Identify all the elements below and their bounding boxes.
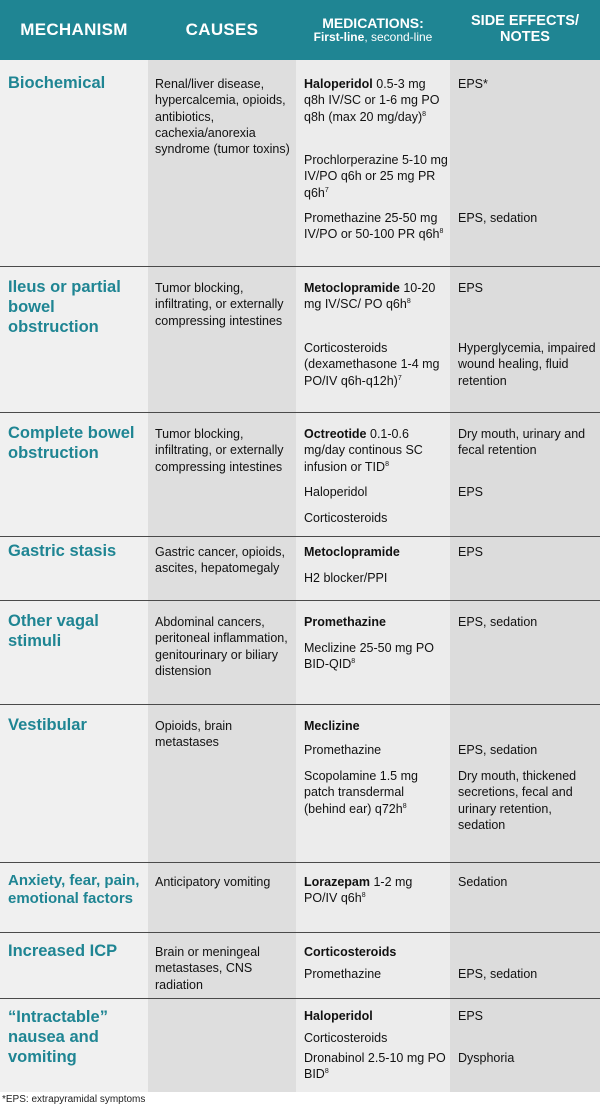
note-entry: EPS — [458, 545, 484, 559]
header-second-line: , second-line — [364, 30, 433, 45]
causes-cell: Renal/liver disease, hypercalcemia, opioids, antibiotics, cachexia/anorexia syndrome (tumor toxins) — [155, 77, 290, 156]
note-entry: Dry mouth, thickened secretions, fecal and urinary retention, sedation — [458, 769, 577, 832]
medication-entry: Prochlorperazine 5-10 mg IV/PO q6h or 25 mg PR $q6h^7$ — [304, 153, 448, 200]
note-entry: EPS, sedation — [458, 615, 538, 629]
mechanism-cell: Increased ICP — [8, 942, 118, 960]
note-entry: EPS, sedation — [458, 211, 538, 225]
header-causes: CAUSES — [185, 19, 259, 39]
medication-entry: Lorazepam 1-2 mg PO/IV $q6h^8$ — [304, 875, 413, 906]
table-row — [0, 932, 600, 998]
table-row — [0, 998, 600, 1092]
table-header — [0, 0, 600, 60]
causes-cell: Anticipatory vomiting — [155, 875, 271, 889]
causes-cell: Gastric cancer, opioids, ascites, hepatomegaly — [155, 545, 285, 576]
causes-cell: Tumor blocking, infiltrating, or externally compressing intestines — [155, 281, 284, 328]
medication-entry: Scopolamine 1.5 mg patch transdermal (behind ear) $q72h^8$ — [304, 769, 418, 816]
causes-cell: Tumor blocking, infiltrating, or externally compressing intestines — [155, 427, 284, 474]
note-entry: EPS, sedation — [458, 743, 538, 757]
note-entry: Dry mouth, urinary and fecal retention — [458, 427, 586, 458]
header-side-effects-line2: NOTES — [500, 29, 550, 45]
note-entry: EPS* — [458, 77, 488, 91]
table-row — [0, 60, 600, 266]
medication-entry: Corticosteroids — [304, 1031, 388, 1045]
table-row — [0, 862, 600, 932]
medication-entry: Haloperidol — [304, 485, 368, 499]
note-entry: Dysphoria — [458, 1051, 515, 1065]
medication-entry: Meclizine — [304, 719, 360, 733]
medication-entry: Haloperidol — [304, 1009, 373, 1023]
causes-cell: Abdominal cancers, peritoneal inflammation, genitourinary or biliary distension — [155, 615, 288, 678]
table-row — [0, 266, 600, 412]
header-medications — [296, 0, 450, 60]
medication-entry: Promethazine 25-50 mg IV/PO or 50-100 PR $q6h^8$ — [304, 211, 444, 242]
header-medications-title: MEDICATIONS: — [322, 14, 424, 31]
mechanism-cell: Gastric stasis — [8, 542, 117, 560]
mechanism-cell: Other vagal stimuli — [8, 612, 99, 650]
table-row — [0, 600, 600, 704]
note-entry: Sedation — [458, 875, 508, 889]
header-medications-subtitle — [314, 31, 433, 44]
medication-entry: Meclizine 25-50 mg PO BID-QID$^8$ — [304, 641, 434, 672]
header-first-line: First-line — [313, 30, 365, 45]
table-row — [0, 536, 600, 600]
medication-entry: Corticosteroids — [304, 511, 388, 525]
medication-entry: Haloperidol 0.5-3 mg q8h IV/SC or 1-6 mg PO q8h (max 20 mg/day)$^8$ — [304, 77, 440, 124]
mechanism-cell: Ileus or partial bowel obstruction — [8, 278, 121, 336]
causes-cell: Brain or meningeal metastases, CNS radiation — [155, 945, 260, 992]
medication-entry: Octreotide 0.1-0.6 mg/day continous SC infusion or TID$^8$ — [304, 427, 423, 474]
medication-entry: Corticosteroids — [304, 945, 397, 959]
note-entry: EPS — [458, 485, 484, 499]
mechanism-cell: Vestibular — [8, 716, 87, 734]
medication-entry: Promethazine — [304, 967, 382, 981]
header-side-effects — [450, 0, 600, 60]
header-side-effects-line1: SIDE EFFECTS/ — [471, 13, 579, 30]
footnote: *EPS: extrapyramidal symptoms — [2, 1094, 146, 1105]
medication-entry: Corticosteroids (dexamethasone 1-4 mg PO/IV q6h-q12h)$^7$ — [304, 341, 440, 388]
mechanism-cell: Biochemical — [8, 74, 106, 92]
medication-entry: Promethazine — [304, 743, 382, 757]
note-entry: EPS — [458, 1009, 484, 1023]
mechanism-cell: Complete bowel obstruction — [8, 424, 135, 462]
note-entry: Hyperglycemia, impaired wound healing, fluid retention — [458, 341, 596, 388]
medication-entry: Metoclopramide — [304, 545, 400, 559]
header-mechanism: MECHANISM — [20, 19, 128, 39]
mechanism-cell: “Intractable” nausea and vomiting — [8, 1008, 108, 1066]
medication-entry: Promethazine — [304, 615, 386, 629]
note-entry: EPS — [458, 281, 484, 295]
medication-entry: H2 blocker/PPI — [304, 571, 388, 585]
table-row — [0, 704, 600, 862]
mechanism-cell: Anxiety, fear, pain, emotional factors — [8, 872, 140, 907]
causes-cell: Opioids, brain metastases — [155, 719, 233, 750]
table-row — [0, 412, 600, 536]
medication-entry: Metoclopramide 10-20 mg IV/SC/ PO $q6h^8$ — [304, 281, 436, 312]
note-entry: EPS, sedation — [458, 967, 538, 981]
medication-entry: Dronabinol 2.5-10 mg PO BID$^8$ — [304, 1051, 446, 1082]
